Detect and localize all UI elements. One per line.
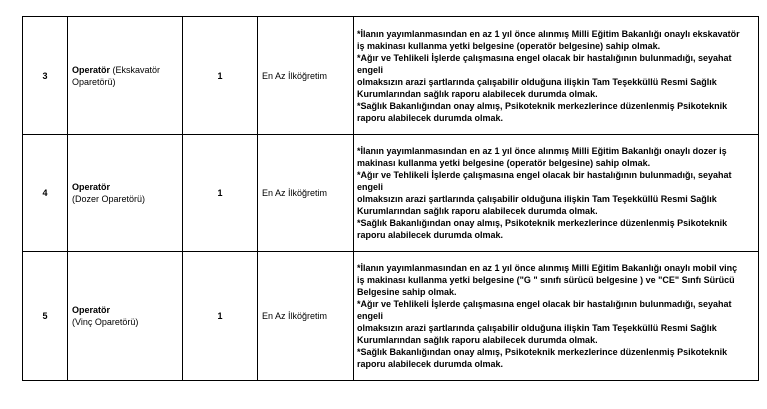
education-requirement: En Az İlköğretim — [258, 252, 354, 381]
position-cell — [68, 135, 183, 252]
requirement-line: *Sağlık Bakanlığından onay almış, Psikoteknik merkezlerince düzenlenmiş Psikoteknik — [357, 218, 728, 228]
position-title: Operatör — [72, 305, 111, 315]
table-row — [23, 135, 759, 252]
requirement-line: *Sağlık Bakanlığından onay almış, Psikoteknik merkezlerince düzenlenmiş Psikoteknik — [357, 347, 728, 357]
requirement-line: Belgesine sahip olmak. — [357, 287, 457, 297]
position-count: 1 — [183, 17, 258, 135]
table-row — [23, 252, 759, 381]
positions-table — [22, 16, 759, 381]
requirement-line: engeli — [357, 182, 384, 192]
requirement-line: *Ağır ve Tehlikeli İşlerde çalışmasına engel olacak bir hastalığının bulunmadığı, seyahat — [357, 52, 732, 63]
position-title: Operatör — [72, 64, 111, 75]
position-subtitle: (Vinç Oparetörü) — [72, 317, 139, 327]
requirement-line: Kurumlarından sağlık raporu alabilecek durumda olmak. — [357, 206, 598, 216]
position-subtitle: (Dozer Oparetörü) — [72, 194, 146, 204]
position-count: 1 — [183, 135, 258, 252]
requirement-line: engeli — [357, 64, 384, 75]
row-number: 4 — [23, 135, 68, 252]
requirement-line: engeli — [357, 311, 384, 321]
requirement-line: olmaksızın arazi şartlarında çalışabilir olduğuna ilişkin Tam Teşekküllü Resmi Sağlık — [357, 76, 717, 87]
requirement-line: Kurumlarından sağlık raporu alabilecek durumda olmak. — [357, 88, 598, 99]
requirements-cell — [354, 135, 759, 252]
table-row — [23, 17, 759, 135]
requirement-line: *Ağır ve Tehlikeli İşlerde çalışmasına engel olacak bir hastalığının bulunmadığı, seyahat — [357, 299, 732, 309]
requirement-line: Kurumlarından sağlık raporu alabilecek durumda olmak. — [357, 335, 598, 345]
requirement-line: raporu alabilecek durumda olmak. — [357, 112, 504, 123]
position-cell — [68, 17, 183, 135]
position-count: 1 — [183, 252, 258, 381]
requirement-line: olmaksızın arazi şartlarında çalışabilir olduğuna ilişkin Tam Teşekküllü Resmi Sağlık — [357, 194, 717, 204]
requirement-line: iş makinası kullanma yetki belgesine (operatör belgesine) sahip olmak. — [357, 40, 661, 51]
requirement-line: olmaksızın arazi şartlarında çalışabilir olduğuna ilişkin Tam Teşekküllü Resmi Sağlık — [357, 323, 717, 333]
requirement-line: *İlanın yayımlanmasından en az 1 yıl önce alınmış Milli Eğitim Bakanlığı onaylı dozer iş — [357, 146, 727, 156]
requirement-line: raporu alabilecek durumda olmak. — [357, 230, 504, 240]
row-number: 5 — [23, 252, 68, 381]
requirement-line: *Sağlık Bakanlığından onay almış, Psikoteknik merkezlerince düzenlenmiş Psikoteknik — [357, 100, 728, 111]
requirements-cell — [354, 252, 759, 381]
row-number: 3 — [23, 17, 68, 135]
education-requirement: En Az İlköğretim — [258, 17, 354, 135]
requirement-line: *Ağır ve Tehlikeli İşlerde çalışmasına engel olacak bir hastalığının bulunmadığı, seyahat — [357, 170, 732, 180]
position-title: Operatör — [72, 182, 111, 192]
position-cell — [68, 252, 183, 381]
requirements-cell — [354, 17, 759, 135]
requirement-line: iş makinası kullanma yetki belgesine ("G " sınıfı sürücü belgesine ) ve "CE" Sınfı Sürücü — [357, 275, 735, 285]
requirement-line: makinası kullanma yetki belgesine (operatör belgesine) sahip olmak. — [357, 158, 651, 168]
position-subtitle: (Ekskavatör Oparetörü) — [72, 64, 161, 87]
requirement-line: *İlanın yayımlanmasından en az 1 yıl önce alınmış Milli Eğitim Bakanlığı onaylı ekskavatör — [357, 28, 740, 39]
requirement-line: *İlanın yayımlanmasından en az 1 yıl önce alınmış Milli Eğitim Bakanlığı onaylı mobil vinç — [357, 263, 738, 273]
education-requirement: En Az İlköğretim — [258, 135, 354, 252]
requirement-line: raporu alabilecek durumda olmak. — [357, 359, 504, 369]
